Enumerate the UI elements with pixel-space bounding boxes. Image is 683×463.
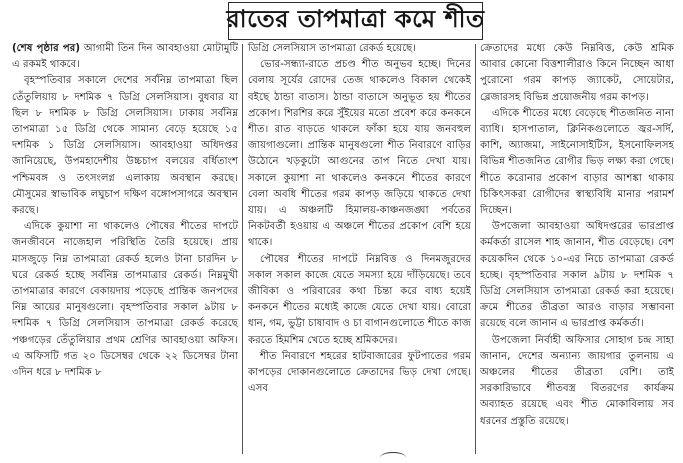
- column-1-paragraph: এদিকে কুয়াশা না থাকলেও পৌষের শীতের দাপটে জনজীবনে নাজেহাল পরিস্থিতি তৈরি হয়েছে। প্রায় মাসজুড়ে নিম্ন তাপমাত্রা রেকর্ড হলেও টানা চারদিন ৮ ঘরে রেকর্ড হচ্ছে সর্বনিম্ন তাপমাত্রার রেকর্ড। নিম্নমুখী তাপমাত্রার কারণে বেকায়দায় পড়েছে প্রান্তিক জনপদের নিম্ন আয়ের মানুষগুলো। বৃহস্পতিবার সকাল ৯টায় ৮ দশমিক ৭ ডিগ্রি সেলসিয়াস তাপমাত্রা রেকর্ড করেছে পঞ্চগড়ের তেঁতুলিয়ার প্রথম শ্রেণির আবহাওয়া অফিস। এ অফিসটি গত ২০ ডিসেম্বর থেকে ২২ ডিসেম্বর টানা ৩দিন ধরে ৮ দশমিক ৮: [12, 221, 238, 379]
- column-1-lead-paragraph: [12, 41, 238, 73]
- column-2-paragraph: ভোর-সন্ধ্যা-রাতে প্রচণ্ড শীত অনুভব হচ্ছে। দিনের বেলায় সূর্যের রোদের তেজ থাকলেও বিকাল থেকেই বইছে ঠান্ডা বাতাস। ঠান্ডা বাতাসে অনুভূত হয় শীতের প্রকোপ। শিরশির করে সুঁইয়ের মতো প্রবেশ করে কনকনে শীত। রাত বাড়তে থাকলে ফাঁকা হয়ে যায় জনবহুল জায়গাগুলো। প্রান্তিক মানুষগুলো শীত নিবারণে বাড়ির উঠোনে খড়কুটো আগুনের তাপ নিতে দেখা যায়। সকালে কুয়াশা না থাকলেও কনকনে শীতের কারণে বেলা অবধি শীতের গরম কাপড় জড়িয়ে থাকতে দেখা যায়। এ অঞ্চলটি হিমালয়-কাঞ্চনজঙ্ঘা পর্বতের নিকটবর্তী হওয়ায় এ অঞ্চলে শীতের প্রকোপ বেশি হয়ে থাকে।: [248, 59, 471, 249]
- column-3-paragraph: এদিকে শীতের মধ্যে বেড়েছে শীতজনিত নানা ব্যাধি। হাসপাতাল, ক্লিনিকগুলোতে জ্বর-সর্দি, কাশি, অ্যাজমা, সাইনোসাইটিস, ইসনোফিলসহ বিভিন্ন শীতজনিত রোগীর ভিড় লক্ষ্য করা গেছে। শীতে করোনার প্রকোপ বাড়ার আশঙ্কা থাকায় চিকিৎসকরা রোগীদের স্বাস্থ্যবিধি মানার পরামর্শ দিচ্ছেন।: [480, 107, 674, 217]
- column-3-paragraph: উপজেলা নির্বাহী অফিসার সোহাগ চন্দ্র সাহা জানান, দেশের অন্যান্য জায়গার তুলনায় এ অঞ্চলের শীতের তীব্রতা বেশি। তাই সরকারিভাবে শীতবস্ত্র বিতরণের কার্যক্রম অব্যাহত রয়েছে এবং শীত মোকাবিলায় সব ধরনের প্রস্তুতি রয়েছে।: [480, 334, 674, 427]
- column-3-paragraph: উপজেলা আবহাওয়া অধিদপ্তরের ভারপ্রাপ্ত কর্মকর্তা রাসেল শাহ জানান, শীত বেড়েছে। বেশ কয়েকদিন থেকে ১০-এর নিচে তাপমাত্রা রেকর্ড হচ্ছে। বৃহস্পতিবার সকাল ৯টায় ৮ দশমিক ৭ ডিগ্রি সেলসিয়াস তাপমাত্রা রেকর্ড করা হয়েছে। ক্রমে শীতের তীব্রতা আরও বাড়ার সম্ভাবনা রয়েছে বলে জানান এ ভারপ্রাপ্ত কর্মকর্তা।: [480, 221, 674, 330]
- column-3-paragraph: ক্রেতাদের মধ্যে কেউ নিম্নবিত্ত, কেউ শ্রমিক আবার কোনো বিত্তশালীরাও কিনে নিচ্ছেন আধা পুরোনো গরম কাপড় জ্যাকেট, সোয়েটার, ব্লেজারসহ বিভিন্ন প্রয়োজনীয় গরম কাপড়।: [480, 43, 674, 103]
- column-3: [480, 41, 674, 455]
- continuation-tag: (শেষ পৃষ্ঠার পর): [12, 43, 81, 54]
- column-divider-1: [242, 44, 243, 454]
- column-2-paragraph: শীত নিবারণে শহরের হাটবাজারের ফুটপাতের গরম কাপড়ের দোকানগুলোতে ক্রেতাদের ভিড় দেখা গেছে। এসব: [248, 350, 471, 395]
- page-edge-arc: [380, 452, 406, 463]
- column-1-paragraph: বৃহস্পতিবার সকালে দেশের সর্বনিম্ন তাপমাত্রা ছিল তেঁতুলিয়ায় ৮ দশমিক ৭ ডিগ্রি সেলসিয়াস। বুধবার যা ছিল ৮ দশমিক ৮ ডিগ্রি সেলসিয়াস। ঢাকায় সর্বনিম্ন তাপমাত্রা ১৫ ডিগ্রি থেকে সামান্য বেড়ে হয়েছে ১৫ দশমিক ১ ডিগ্রি সেলসিয়াস। আবহাওয়া অধিদপ্তর জানিয়েছে, উপমহাদেশীয় উচ্চচাপ বলয়ের বর্ধিতাংশ পশ্চিমবঙ্গ ও তৎসংলগ্ন এলাকায় অবস্থান করছে। মৌসুমের স্বাভাবিক লঘুচাপ দক্ষিণ বঙ্গোপসাগরে অবস্থান করছে।: [12, 75, 238, 217]
- column-2: [248, 41, 471, 455]
- headline-box: [228, 2, 483, 40]
- column-2-paragraph: ডিগ্রি সেলসিয়াস তাপমাত্রা রেকর্ড হয়েছে।: [248, 43, 416, 54]
- column-1: [12, 41, 238, 455]
- lead-text: আগামী তিন দিন আবহাওয়া মোটামুটি এ রকমই থাকবে।: [12, 43, 238, 71]
- headline: রাতের তাপমাত্রা কমে শীত: [226, 4, 485, 33]
- column-divider-2: [475, 44, 476, 454]
- column-2-paragraph: পৌষের শীতের দাপটে নিম্নবিত্ত ও দিনমজুরদের সকাল সকাল কাজে যেতে সমস্যা হয়ে দাঁড়িয়েছে। তবে জীবিকা ও পরিবারের কথা চিন্তা করে বাধ্য হয়েই কনকনে শীতের মধ্যেই কাজে যেতে দেখা যায়। বোরো ধান, গম, ভুট্টা চাষাবাদ ও চা বাগানগুলোতে শীতে কাজ করতে হিমশিম খেতে হচ্ছে শ্রমিকদের।: [248, 253, 471, 346]
